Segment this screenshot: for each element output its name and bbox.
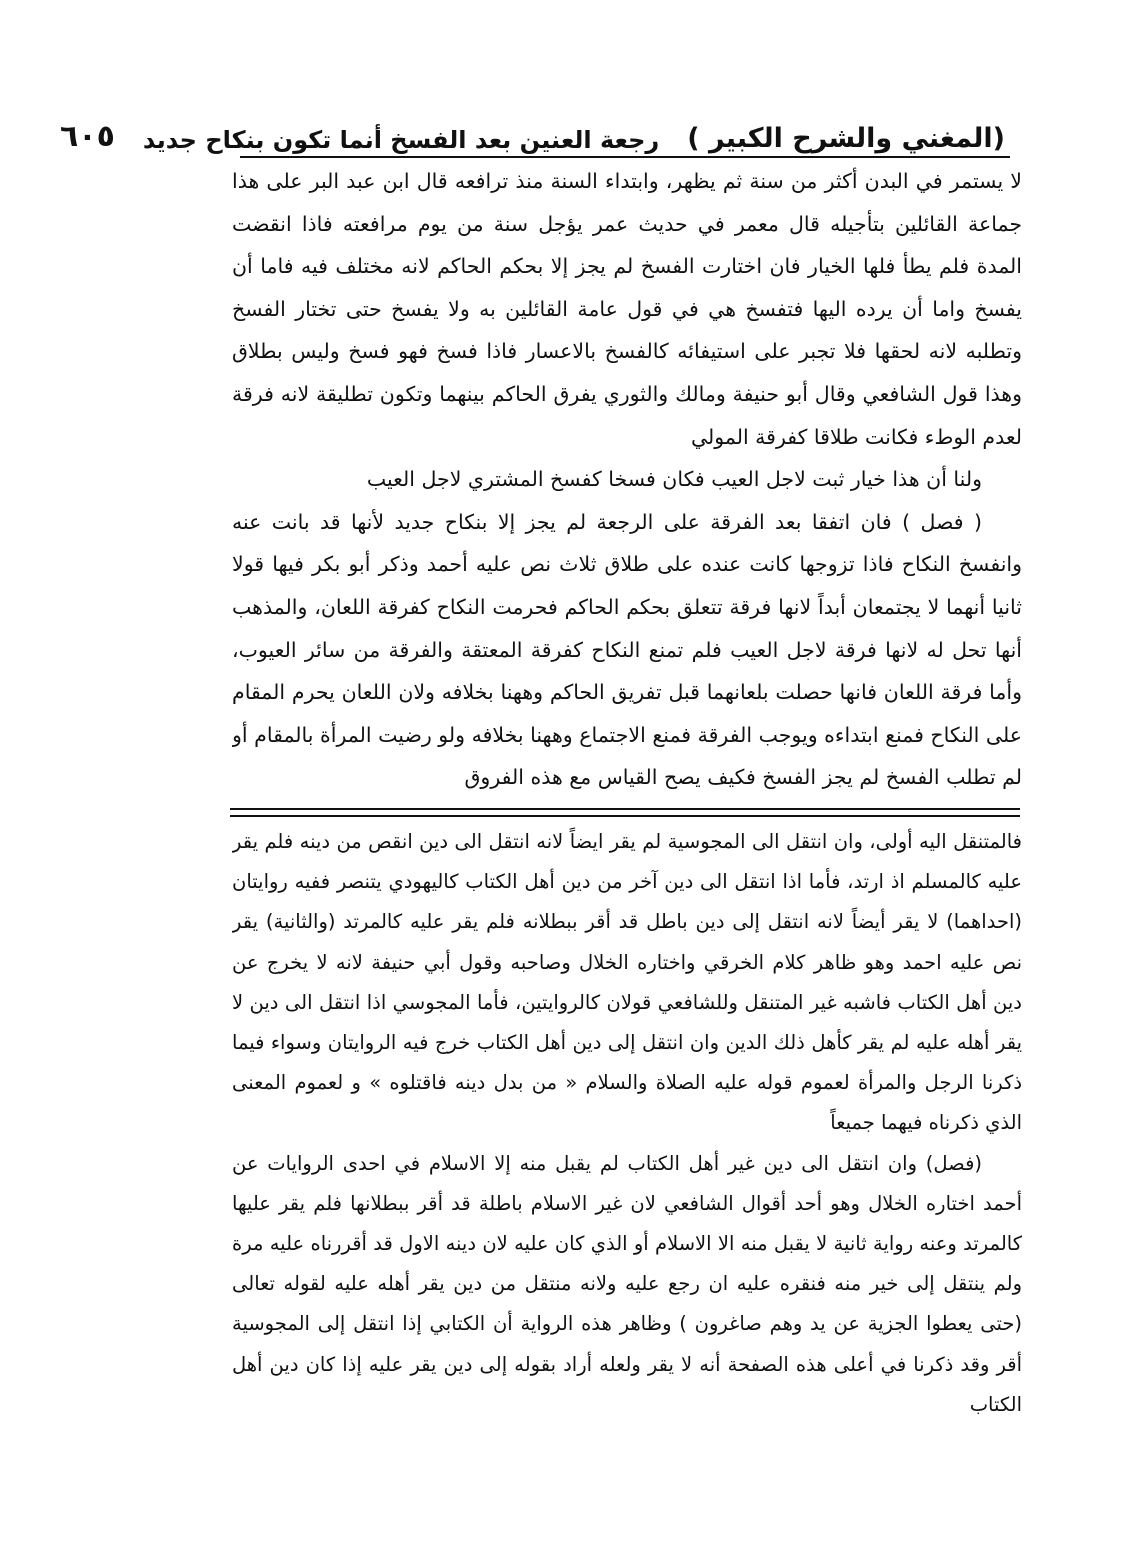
running-header — [59, 110, 1005, 154]
section-divider — [230, 808, 1020, 817]
header-rule — [240, 156, 1010, 158]
main-paragraph-2: ولنا أن هذا خيار ثبت لاجل العيب فكان فسخا كفسخ المشتري لاجل العيب — [366, 467, 982, 492]
chapter-title: رجعة العنين بعد الفسخ أنما تكون بنكاح جديد — [142, 126, 660, 154]
commentary-paragraph-2: (فصل) وان انتقل الى دين غير أهل الكتاب لم يقبل منه إلا الاسلام في احدى الروايات عن أحمد اختاره الخلال وهو أحد أقوال الشافعي لان غير الاسلام باطلة قد أقر ببطلانها فلم يقر عليها كالمرتد وعنه رواية ثانية لا يقبل منه الا الاسلام أو الذي كان عليه لان دينه الاول قد أقررناه عليه مرة ولم ينتقل إلى خير منه فنقره عليه ان رجع عليه ولانه منتقل من دين يقر أهله عليه لقوله تعالى (حتى يعطوا الجزية عن يد وهم صاغرون ) وظاهر هذه الرواية أن الكتابي إذا انتقل إلى المجوسية أقر وقد ذكرنا في أعلى هذه الصفحة أنه لا يقر ولعله أراد بقوله إلى دين يقر عليه إذا كان دين أهل الكتاب — [232, 1151, 1022, 1416]
book-title: (المغني والشرح الكبير ) — [687, 123, 1005, 154]
page-number: ٦٠٥ — [59, 119, 115, 154]
commentary-paragraph-1: فالمتنقل اليه أولى، وان انتقل الى المجوسية لم يقر ايضاً لانه انتقل الى دين انقص من دينه فلم يقر عليه كالمسلم اذ ارتد، فأما اذا انتقل الى دين آخر من دين أهل الكتاب كاليهودي يتنصر ففيه روايتان (احداهما) لا يقر أيضاً لانه انتقل إلى دين باطل قد أقر ببطلانه فلم يقر عليه كالمرتد (والثانية) يقر نص عليه احمد وهو ظاهر كلام الخرقي واختاره الخلال وصاحبه وقول أبي حنيفة لانه لا يخرج عن دين أهل الكتاب فاشبه غير المتنقل وللشافعي قولان كالروايتين، فأما المجوسي اذا انتقل الى دين لا يقر أهله عليه لم يقر كأهل ذلك الدين وان انتقل إلى دين أهل الكتاب خرج فيه الروايتان وسواء فيما ذكرنا الرجل والمرأة لعموم قوله عليه الصلاة والسلام « من بدل دينه فاقتلوه » و لعموم المعنى الذي ذكرناه فيهما جميعاً — [232, 830, 1022, 1135]
main-paragraph-1: لا يستمر في البدن أكثر من سنة ثم يظهر، وابتداء السنة منذ ترافعه قال ابن عبد البر على هذا جماعة القائلين بتأجيله قال معمر في حديث عمر يؤجل سنة من يوم مرافعته فاذا انقضت المدة فلم يطأ فلها الخيار فان اختارت الفسخ لم يجز إلا بحكم الحاكم لانه مختلف فيه فاما أن يفسخ واما أن يرده اليها فتفسخ هي في قول عامة القائلين به ولا يفسخ حتى تختار الفسخ وتطلبه لانه لحقها فلا تجبر على استيفائه كالفسخ بالاعسار فاذا فسخ فهو فسخ وليس بطلاق وهذا قول الشافعي وقال أبو حنيفة ومالك والثوري يفرق الحاكم بينهما وتكون تطليقة لانه فرقة لعدم الوطء فكانت طلاقا كفرقة المولي — [232, 169, 1022, 449]
main-paragraph-3: ( فصل ) فان اتفقا بعد الفرقة على الرجعة لم يجز إلا بنكاح جديد لأنها قد بانت عنه وانفسخ النكاح فاذا تزوجها كانت عنده على طلاق ثلاث نص عليه أحمد وذكر أبو بكر فيها قولا ثانيا أنهما لا يجتمعان أبداً لانها فرقة تتعلق بحكم الحاكم فحرمت النكاح كفرقة اللعان، والمذهب أنها تحل له لانها فرقة لاجل العيب فلم تمنع النكاح كفرقة المعتقة والفرقة من سائر العيوب، وأما فرقة اللعان فانها حصلت بلعانهما قبل تفريق الحاكم وههنا بخلافه ولان اللعان يحرم المقام على النكاح فمنع ابتداءه ويوجب الفرقة فمنع الاجتماع وههنا بخلافه ولو رضيت المرأة بالمقام أو لم تطلب الفسخ لم يجز الفسخ فكيف يصح القياس مع هذه الفروق — [232, 509, 1022, 790]
main-text — [232, 160, 1022, 800]
commentary-text — [232, 822, 1022, 1502]
